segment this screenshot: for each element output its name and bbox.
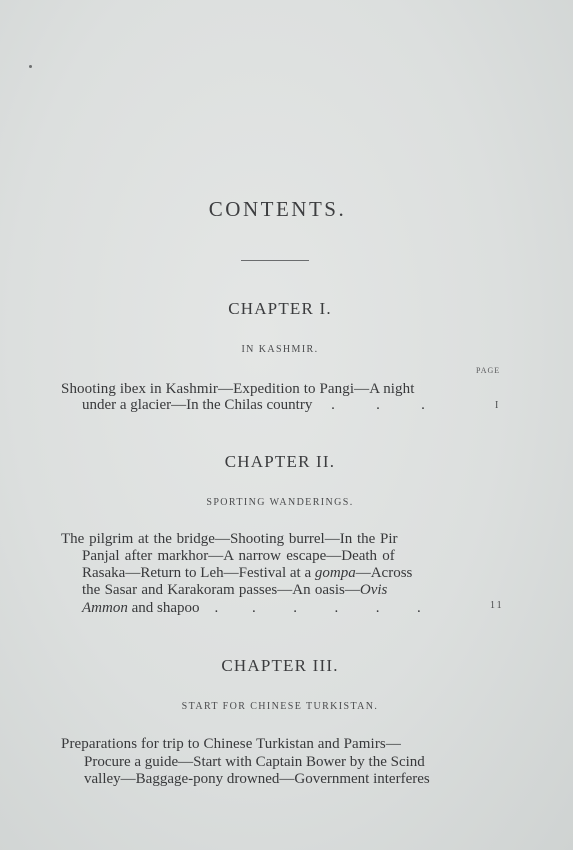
chapter-2-line-2: Panjal after markhor—A narrow escape—Death of <box>82 548 395 564</box>
chapter-2-page-number: 11 <box>490 600 504 611</box>
title-divider <box>241 260 309 261</box>
chapter-2-line-4 <box>82 582 387 599</box>
chapter-1-line-1: Shooting ibex in Kashmir—Expedition to Pangi—A night <box>61 381 415 397</box>
chapter-3-subtitle: START FOR CHINESE TURKISTAN. <box>181 701 379 712</box>
chapter-3-line-3: valley—Baggage-pony drowned—Government interferes <box>84 771 430 787</box>
chapter-2-line-4-text: the Sasar and Karakoram passes—An oasis— <box>82 582 360 598</box>
chapter-2-line-1: The pilgrim at the bridge—Shooting burrel—In the Pir <box>61 531 398 547</box>
chapter-1-line-2-text: under a glacier—In the Chilas country <box>82 397 313 413</box>
page-column-label: PAGE <box>476 366 501 375</box>
chapter-3-line-2: Procure a guide—Start with Captain Bower by the Scind <box>84 754 425 770</box>
chapter-2-line-5 <box>82 600 421 617</box>
chapter-2-italic-ammon: Ammon <box>82 600 128 616</box>
chapter-2-line-5-text: and shapoo <box>127 600 200 616</box>
page-title: CONTENTS. <box>208 197 347 221</box>
chapter-3-title: CHAPTER III. <box>221 656 339 675</box>
chapter-2-line-3-tail: —Across <box>355 565 413 581</box>
chapter-1-line-2 <box>82 397 425 414</box>
chapter-1-page-number: I <box>495 400 501 411</box>
chapter-1-subtitle: IN KASHMIR. <box>241 344 319 355</box>
chapter-1-title: CHAPTER I. <box>228 299 332 318</box>
chapter-2-subtitle: SPORTING WANDERINGS. <box>206 497 354 508</box>
chapter-2-line-3-text: Rasaka—Return to Leh—Festival at a <box>82 565 315 581</box>
chapter-2-italic-ovis: Ovis <box>359 582 388 598</box>
leader-dots: . . . . . . <box>199 600 421 616</box>
chapter-2-italic-gompa: gompa <box>314 565 356 581</box>
chapter-2-line-3 <box>82 565 412 582</box>
paper-speck <box>29 65 32 68</box>
chapter-3-line-1: Preparations for trip to Chinese Turkistan and Pamirs— <box>61 736 401 752</box>
leader-dots: . . . <box>312 397 425 413</box>
chapter-2-title: CHAPTER II. <box>224 452 336 471</box>
